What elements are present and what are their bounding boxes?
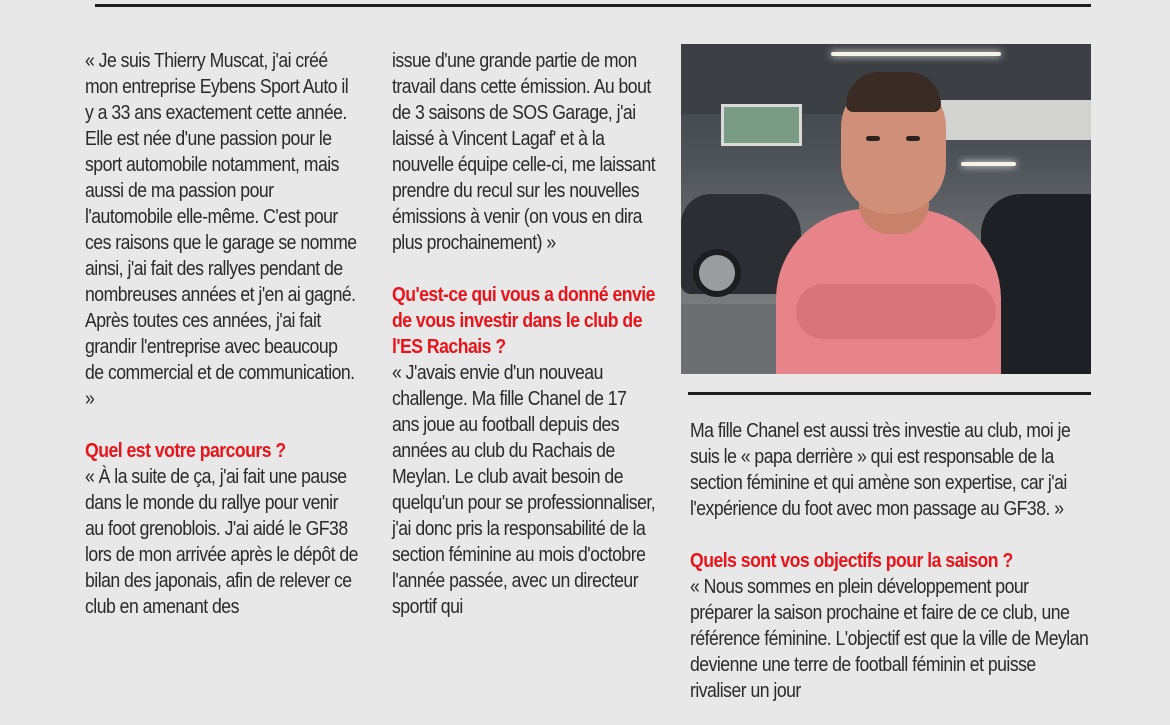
portrait-photo [681,44,1091,374]
spacer [690,522,1094,548]
question-parcours: Quel est votre parcours ? [85,439,286,462]
ceiling-light [961,162,1016,166]
photo-divider [688,392,1091,395]
spacer [392,256,657,282]
answer-investir: « J'avais envie d'un nouveau challenge. Ma fille Chanel de 17 ans joue au football depuis des années au club du Rachais de Meylan. Le club avait besoin de quelqu'un pour se professionnaliser, j'ai donc pris la responsabilité de la section féminine au mois d'octobre l'année passée, avec un directeur sportif qui [392,361,656,618]
answer-objectifs: « Nous sommes en plein développement pour préparer la saison prochaine et faire de ce club, une référence féminine. L'objectif est que la ville de Meylan devienne une terre de football féminin et puisse rivaliser un jour [690,575,1089,702]
photo-wall [936,100,1091,140]
intro-paragraph: « Je suis Thierry Muscat, j'ai créé mon entreprise Eybens Sport Auto il y a 33 ans exactement cette année. Elle est née d'une passion pour le sport automobile notamment, mais aussi de ma passion pour l'automobile elle-même. C'est pour ces raisons que le garage se nomme ainsi, j'ai fait des rallyes pendant de nombreuses années et j'en ai gagné. Après toutes ces années, j'ai fait grandir l'entreprise avec beaucoup de commercial et de communication. » [85,49,357,410]
spacer [85,412,358,438]
ceiling-light [831,52,1001,56]
column-3 [690,418,1094,704]
person-hair [846,72,941,112]
top-rule [95,4,1091,7]
answer-parcours: « À la suite de ça, j'ai fait une pause dans le monde du rallye pour venir au foot grenoblois. J'ai aidé le GF38 lors de mon arrivée après le dépôt de bilan des japonais, afin de relever ce club en amenant des [85,465,358,618]
column-2 [392,48,657,620]
question-investir: Qu'est-ce qui vous a donné envie de vous investir dans le club de l'ES Rachais ? [392,283,655,358]
continued-paragraph: issue d'une grande partie de mon travail dans cette émission. Au bout de 3 saisons de SOS Garage, j'ai laissé à Vincent Lagaf' et à la nouvelle équipe celle-ci, me laissant prendre du recul sur les nouvelles émissions à venir (on vous en dira plus prochainement) » [392,49,656,254]
person-arms [796,284,996,339]
photo-window [721,104,802,146]
question-objectifs: Quels sont vos objectifs pour la saison ? [690,549,1013,572]
person-eye [906,136,920,141]
column-1 [85,48,358,620]
photo-wheel [693,249,741,297]
continued-paragraph: Ma fille Chanel est aussi très investie au club, moi je suis le « papa derrière » qui est responsable de la section féminine et qui amène son expertise, car j'ai l'expérience du foot avec mon passage au GF38. » [690,419,1071,520]
person-eye [866,136,880,141]
